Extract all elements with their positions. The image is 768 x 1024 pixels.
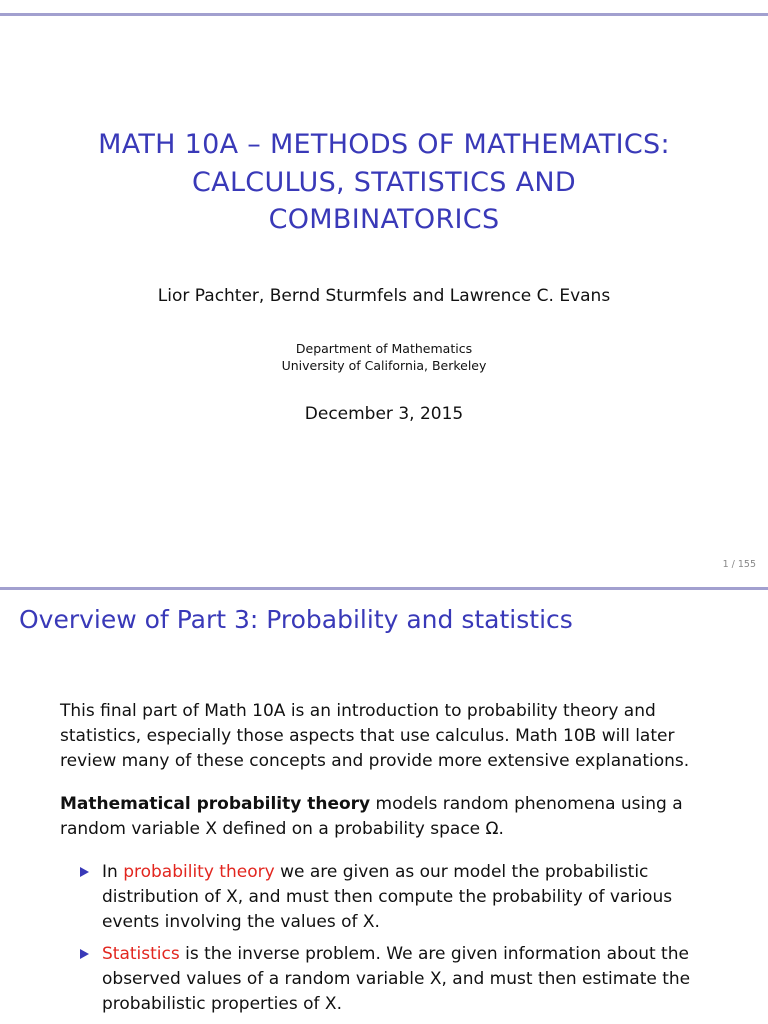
- bullet-text: is the inverse problem. We are given information about the observed values of a random variable X, and must then estimate the probabilistic properties of X.: [102, 944, 691, 1014]
- title-line: CALCULUS, STATISTICS AND: [192, 166, 576, 198]
- bullet-text: we are given as our model the probabilistic distribution of X, and must then compute the probability of various events involving the values of X.: [102, 862, 673, 932]
- lead-paragraph: [60, 792, 720, 842]
- title-line: MATH 10A – METHODS OF MATHEMATICS:: [98, 129, 670, 160]
- bullet-list: [60, 860, 720, 1017]
- bullet-triangle-icon: [80, 949, 89, 959]
- bullet-prefix: In: [102, 862, 124, 882]
- intro-paragraph: This final part of Math 10A is an introduction to probability theory and statistics, especially those aspects that use calculus. Math 10B will later review many of these concepts and provide more extensive explanations.: [60, 701, 690, 771]
- frame-title: Overview of Part 3: Probability and statistics: [19, 605, 573, 634]
- lead-text: models random phenomena using a random variable X defined on a probability space Ω.: [60, 794, 683, 839]
- slide-divider-rule: [0, 587, 768, 590]
- bullet-triangle-icon: [80, 867, 89, 877]
- university: University of California, Berkeley: [281, 358, 487, 373]
- highlight-term: probability theory: [123, 862, 275, 882]
- page-number: 1 / 155: [722, 559, 756, 570]
- top-rule: [0, 13, 768, 16]
- department: Department of Mathematics: [295, 341, 473, 356]
- list-item: [60, 942, 720, 1017]
- date: December 3, 2015: [304, 404, 464, 424]
- highlight-term: Statistics: [102, 944, 180, 964]
- institute: [0, 340, 768, 374]
- list-item: [60, 860, 720, 935]
- slide-title: [0, 126, 768, 239]
- title-line: COMBINATORICS: [268, 204, 500, 235]
- authors: Lior Pachter, Bernd Sturmfels and Lawrence C. Evans: [157, 286, 611, 306]
- slide-body: [60, 699, 720, 1024]
- lead-bold-text: Mathematical probability theory: [60, 794, 371, 814]
